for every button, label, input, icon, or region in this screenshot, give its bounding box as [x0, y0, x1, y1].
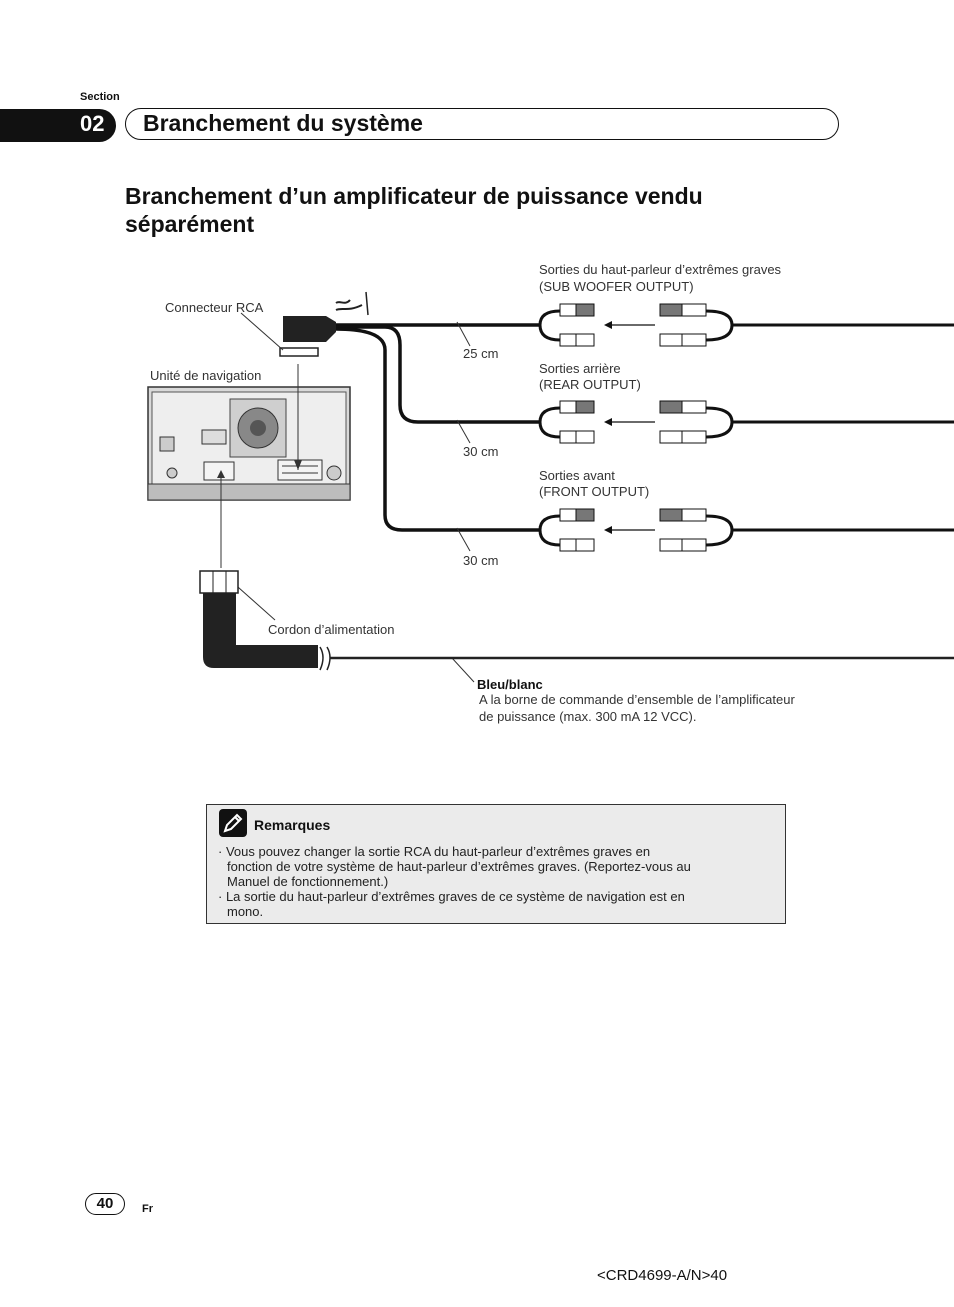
note-item: · Vous pouvez changer la sortie RCA du haut-parleur d’extrêmes graves en: [218, 844, 651, 859]
navigation-unit-label: Unité de navigation: [150, 368, 262, 383]
cable-length-label: 30 cm: [463, 553, 499, 568]
document-code: <CRD4699-A/N>40: [597, 1267, 728, 1284]
section-title: Branchement du système: [143, 110, 423, 136]
front-output-code: (FRONT OUTPUT): [539, 484, 650, 499]
notes-title: Remarques: [254, 817, 331, 833]
rca-plug-group-front: [540, 509, 954, 551]
cable-length-label: 25 cm: [463, 346, 499, 361]
language-code: Fr: [142, 1203, 153, 1215]
note-item-cont: Manuel de fonctionnement.): [227, 874, 389, 889]
page-heading: Branchement d’un amplificateur de puissance vendu séparément: [125, 183, 703, 237]
note-item-cont: mono.: [227, 904, 264, 919]
rca-plug-group-rear: [540, 401, 954, 443]
sub-output-label: Sorties du haut-parleur d’extrêmes graves: [539, 262, 782, 277]
wire-color-label: Bleu/blanc: [477, 677, 543, 692]
power-cord-drawing: [200, 571, 954, 670]
note-item-cont: fonction de votre système de haut-parleur d’extrêmes graves. (Reportez-vous au: [227, 859, 691, 874]
rca-cables: [336, 325, 540, 530]
rca-plug-group-sub: [540, 304, 954, 346]
note-item: · La sortie du haut-parleur d’extrêmes graves de ce système de navigation est en: [218, 889, 685, 904]
wire-description-cont: de puissance (max. 300 mA 12 VCC).: [479, 709, 697, 724]
rca-connector-label: Connecteur RCA: [165, 300, 264, 315]
sub-output-code: (SUB WOOFER OUTPUT): [539, 279, 694, 294]
navigation-unit-drawing: [148, 387, 350, 500]
front-output-label: Sorties avant: [539, 468, 615, 483]
rear-output-code: (REAR OUTPUT): [539, 377, 641, 392]
cable-length-label: 30 cm: [463, 444, 499, 459]
wire-description: A la borne de commande d’ensemble de l’amplificateur: [479, 692, 795, 707]
rear-output-label: Sorties arrière: [539, 361, 621, 376]
section-number: 02: [80, 111, 105, 136]
section-label: Section: [80, 91, 120, 103]
page-number: 40: [85, 1193, 125, 1215]
pencil-icon: [219, 809, 247, 837]
power-cord-label: Cordon d’alimentation: [268, 622, 395, 637]
